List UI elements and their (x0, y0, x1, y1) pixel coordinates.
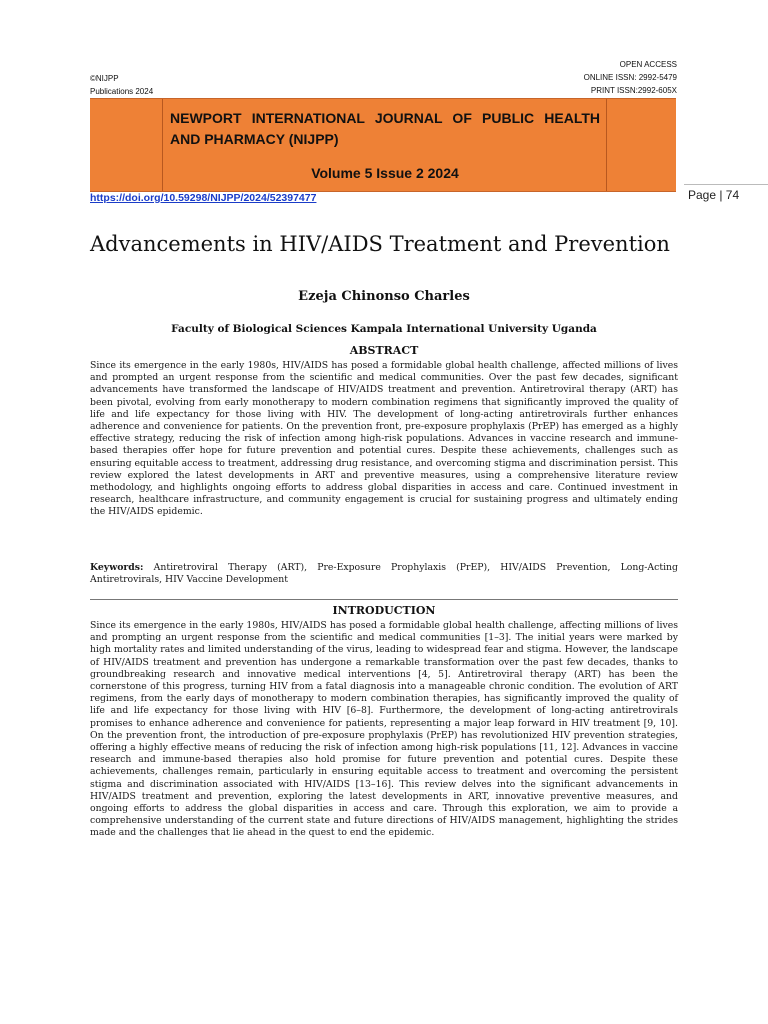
abstract-text: Since its emergence in the early 1980s, HIV/AIDS has posed a formidable global health challenge, affected millions of lives and prompted an urgent response from the scientific and medical communities. Over the past few decades, significant advancements have transformed the landscape of HIV/AIDS treatment and prevention. Antiretroviral therapy (ART) has been pivotal, evolving from early monotherapy to modern combination regimens that significantly improved the quality of life and life expectancy for those living with HIV. The development of long-acting antiretrovirals further enhances adherence and convenience for patients. On the prevention front, pre-exposure prophylaxis (PrEP) has emerged as a highly effective strategy, reducing the risk of infection among high-risk populations. Advances in vaccine research and immune-based therapies offer hope for future prevention and potential cures. Despite these achievements, challenges such as ensuring equitable access to treatment, addressing drug resistance, and overcoming stigma and discrimination persist. This review explored the latest developments in ART and preventive measures, using a comprehensive literature review methodology, and highlights ongoing efforts to address global disparities in access and care. Continued investment in research, healthcare infrastructure, and community engagement is crucial for sustaining progress and ultimately ending the HIV/AIDS epidemic. (90, 360, 679, 518)
banner-divider-left (162, 99, 163, 191)
issn-block (584, 58, 677, 97)
banner-divider-right (606, 99, 607, 191)
article-title: Advancements in HIV/AIDS Treatment and Prevention (90, 232, 670, 256)
journal-volume: Volume 5 Issue 2 2024 (311, 165, 459, 181)
publications-year: Publications 2024 (90, 87, 154, 96)
journal-banner (90, 98, 676, 192)
keywords-text: Antiretroviral Therapy (ART), Pre-Exposure Prophylaxis (PrEP), HIV/AIDS Prevention, Long-Acting Antiretrovirals, HIV Vaccine Development (90, 562, 678, 586)
doi-link[interactable]: https://doi.org/10.59298/NIJPP/2024/52397477 (90, 192, 317, 204)
journal-name: NEWPORT INTERNATIONAL JOURNAL OF PUBLIC HEALTH AND PHARMACY (NIJPP) (170, 110, 600, 147)
online-issn: ONLINE ISSN: 2992-5479 (583, 73, 677, 82)
keywords-label: Keywords: (90, 562, 144, 573)
open-access-label: OPEN ACCESS (619, 60, 677, 69)
publisher-block (90, 72, 153, 98)
section-divider (90, 599, 678, 600)
introduction-heading: INTRODUCTION (332, 604, 436, 617)
print-issn: PRINT ISSN:2992-605X (590, 86, 677, 95)
page-number: Page | 74 (688, 188, 740, 202)
author-affiliation: Faculty of Biological Sciences Kampala International University Uganda (171, 323, 597, 335)
introduction-text: Since its emergence in the early 1980s, HIV/AIDS has posed a formidable global health challenge, affecting millions of lives and prompting an urgent response from the scientific and medical communities [1–3]. The initial years were marked by high mortality rates and limited understanding of the virus, leading to widespread fear and stigma. However, the landscape of HIV/AIDS treatment and prevention has undergone a remarkable transformation over the past few decades, thanks to groundbreaking research and innovative medical interventions [4, 5]. Antiretroviral therapy (ART) has been the cornerstone of this progress, turning HIV from a fatal diagnosis into a manageable chronic condition. The evolution of ART regimens, from the early days of monotherapy to modern combination therapies, has significantly improved the quality of life and life expectancy for those living with HIV [6–8]. Furthermore, the development of long-acting antiretrovirals promises to enhance adherence and convenience for patients, representing a major leap forward in HIV treatment [9, 10]. On the prevention front, the introduction of pre-exposure prophylaxis (PrEP) has revolutionized HIV prevention strategies, offering a highly effective means of reducing the risk of infection among high-risk populations [11, 12]. Advances in vaccine research and immune-based therapies also hold promise for future prevention and potential cures. Despite these achievements, challenges remain, particularly in ensuring equitable access to treatment and overcoming the persistent stigma and discrimination associated with HIV/AIDS [13–16]. This review delves into the significant advancements in HIV/AIDS treatment and prevention, exploring the latest developments in ART, innovative preventive measures, and ongoing efforts to address the global disparities in access and care. Through this exploration, we aim to provide a comprehensive understanding of the current state and future directions of HIV/AIDS management, highlighting the strides made and the challenges that lie ahead in the quest to end the epidemic. (90, 620, 678, 839)
copyright-text: ©NIJPP (90, 74, 119, 83)
page-number-rule (684, 184, 768, 185)
author-name: Ezeja Chinonso Charles (298, 289, 470, 304)
keywords-paragraph (90, 562, 678, 586)
abstract-heading: ABSTRACT (349, 344, 419, 357)
